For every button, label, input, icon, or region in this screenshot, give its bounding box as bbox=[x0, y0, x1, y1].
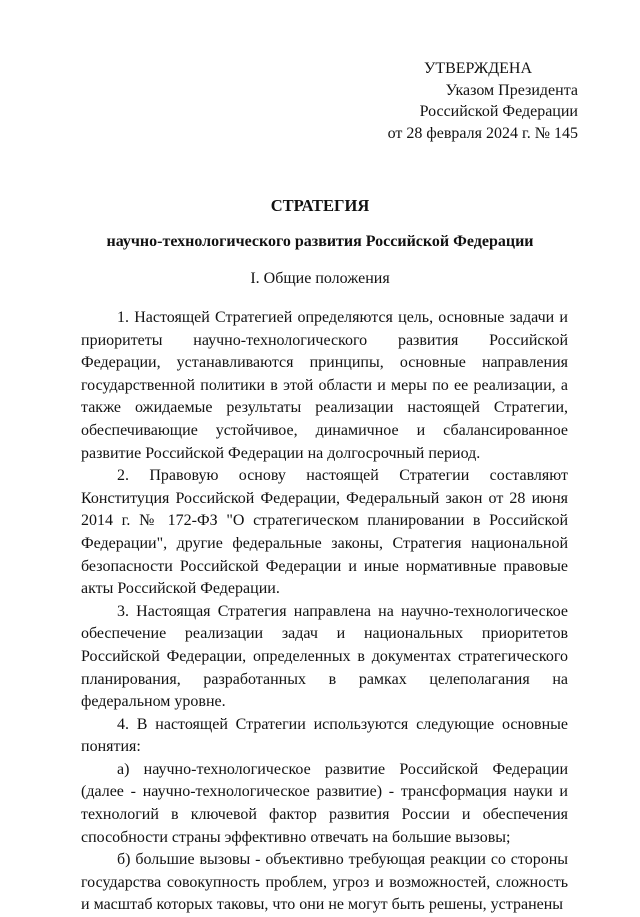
document-subtitle: научно-технологического развития Российской Федерации bbox=[106, 233, 534, 250]
paragraph-4a: а) научно-технологическое развитие Российской Федерации (далее - научно-технологическое развитие) - трансформация науки и технологий в ключевой фактор развития России и обеспечения способности страны эффективно отвечать на большие вызовы; bbox=[81, 760, 568, 846]
paragraph-1: 1. Настоящей Стратегией определяются цель, основные задачи и приоритеты научно-технологического развития Российской Федерации, устанавливаются принципы, основные направления государственной политики в этой области и меры по ее реализации, а также ожидаемые результаты реализации настоящей Стратегии, обеспечивающие устойчивое, динамичное и сбалансированное развитие Российской Федерации на долгосрочный период. bbox=[81, 309, 568, 462]
paragraph-3: 3. Настоящая Стратегия направлена на научно-технологическое обеспечение реализации задач и национальных приоритетов Российской Федерации, определенных в документах стратегического планирования, разработанных в рамках целеполагания на федеральном уровне. bbox=[81, 602, 568, 711]
approval-line-1: Указом Президента bbox=[445, 81, 578, 99]
paragraph-2: 2. Правовую основу настоящей Стратегии составляют Конституция Российской Федерации, Федеральный закон от 28 июня 2014 г. № 172-ФЗ "О стратегическом планировании в Российской Федерации", другие федеральные законы, Стратегия национальной безопасности Российской Федерации и иные нормативные правовые акты Российской Федерации. bbox=[81, 467, 568, 598]
paragraph-4b: б) большие вызовы - объективно требующая реакции со стороны государства совокупность проблем, угроз и возможностей, сложность и масштаб которых таковы, что они не могут быть решены, устранены bbox=[81, 851, 568, 914]
title-block bbox=[0, 195, 640, 253]
document-title: СТРАТЕГИЯ bbox=[270, 196, 370, 215]
approval-line-2: Российской Федерации bbox=[419, 103, 578, 120]
paragraph-4: 4. В настоящей Стратегии используются следующие основные понятия: bbox=[81, 715, 568, 756]
document-body bbox=[81, 307, 568, 914]
approval-stamp bbox=[388, 58, 578, 144]
approval-line-3: от 28 февраля 2024 г. № 145 bbox=[387, 124, 578, 142]
section-heading: I. Общие положения bbox=[250, 270, 390, 287]
approval-heading: УТВЕРЖДЕНА bbox=[423, 60, 532, 77]
